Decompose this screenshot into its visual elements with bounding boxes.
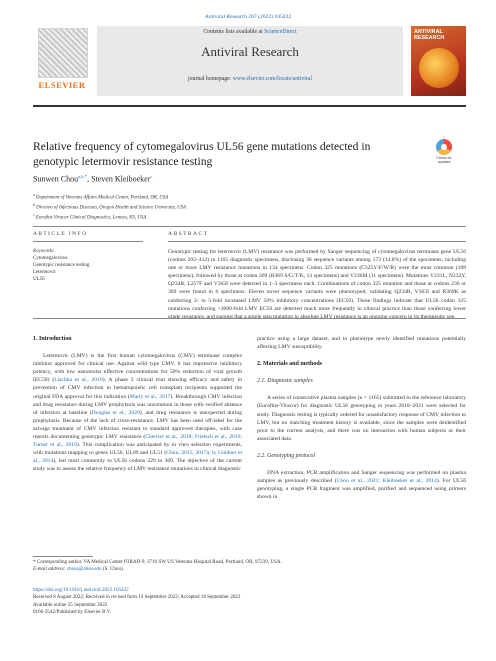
citation-link[interactable]: Chou, 2015, 2017a, b; Goldner et al., 2014 bbox=[33, 450, 242, 465]
check-for-updates-badge[interactable] bbox=[432, 139, 456, 163]
running-head: Antiviral Research 207 (2022) 105422 bbox=[204, 14, 292, 20]
footnote bbox=[33, 559, 463, 574]
homepage-line: journal homepage: www.elsevier.com/locate/antiviral bbox=[188, 76, 312, 82]
keywords-heading: Keywords: bbox=[33, 249, 55, 254]
elsevier-logo[interactable] bbox=[33, 26, 91, 96]
issn-line: 0166-3542/Published by Elsevier B.V. bbox=[33, 608, 112, 615]
article-metadata bbox=[33, 587, 463, 616]
methods-heading: 2. Materials and methods bbox=[257, 361, 322, 368]
citation-link[interactable]: Marty et al., 2017 bbox=[129, 393, 171, 400]
homepage-link[interactable]: www.elsevier.com/locate/antiviral bbox=[232, 76, 312, 82]
info-top-rule bbox=[33, 226, 466, 227]
left-column bbox=[33, 335, 242, 474]
elsevier-tree-icon bbox=[38, 28, 88, 78]
masthead-rule bbox=[33, 105, 466, 107]
contents-line: Contents lists available at ScienceDirect bbox=[203, 29, 297, 35]
cover-title: ANTIVIRAL RESEARCH bbox=[414, 29, 445, 41]
keyword: UL56 bbox=[33, 277, 45, 282]
journal-banner bbox=[97, 26, 403, 96]
citation-link[interactable]: Cherrier et al., 2018; Frietsch et al., 2019; Turner et al., 2019 bbox=[33, 434, 243, 449]
citation-link[interactable]: Chou et al., 2021; Kleiboeker et al., 2014 bbox=[336, 478, 437, 485]
article-title: Relative frequency of cytomegalovirus UL56 gene mutations detected in genotypic letermovir resistance testing bbox=[33, 140, 371, 168]
corresponding-author: * Corresponding author. VA Medical Center P3RAD-9, 3710 SW US Veterans Hospital Road, Portland, OR, 97239, USA. bbox=[33, 559, 282, 565]
affiliation: $^c$ Eurofins Viracor Clinical Diagnostics, Lenexa, KS, USA bbox=[33, 213, 147, 222]
genotyping-protocol-paragraph: DNA extraction, PCR amplification and Sanger sequencing was performed on plasma samples as previously described (Chou et al., 2021; Kleiboeker et al., 2014). For UL56 genotyping, a single PCR fragment was amplified, purified and sequenced using primers shown in bbox=[257, 470, 466, 501]
affiliation: $^a$ Department of Veterans Affairs Medical Center, Portland, OR, USA bbox=[33, 193, 169, 201]
genotyping-protocol-heading: 2.2. Genotyping protocol bbox=[257, 452, 316, 459]
keywords-block bbox=[33, 248, 143, 283]
elsevier-wordmark: ELSEVIER bbox=[38, 80, 86, 90]
keyword: Cytomegalovirus bbox=[33, 256, 68, 261]
citation-link[interactable]: Douglas et al., 2020 bbox=[91, 409, 140, 416]
journal-title: Antiviral Research bbox=[201, 44, 299, 59]
abstract-heading: ABSTRACT bbox=[168, 231, 209, 237]
keyword: Genotypic resistance testing bbox=[33, 263, 90, 268]
journal-masthead bbox=[33, 26, 466, 100]
introduction-heading: 1. Introduction bbox=[33, 336, 72, 342]
author-name[interactable]: Steven Kleiboeker bbox=[91, 174, 151, 184]
journal-cover[interactable] bbox=[411, 26, 466, 96]
email-line: E-mail address: chous@ohsu.edu (S. Chou). bbox=[33, 566, 124, 573]
doi-link[interactable]: https://doi.org/10.1016/j.antiviral.2022.105422 bbox=[33, 587, 129, 593]
citation-link[interactable]: Lischka et al., 2010 bbox=[54, 377, 103, 384]
online-date: Available online 25 September 2022 bbox=[33, 601, 108, 608]
diagnostic-samples-paragraph: A series of consecutive plasma samples (n = 1165) submitted to the reference laboratory (Eurofins-Viracor) for diagnostic UL56 genotyping in years 2018–2021 were selected for study. Diagnostic testing is typically ordered for unsatisfactory response of CMV infection to LMV, but no matching treatment history is available, since the samples were deidentified prior to the current analysis, and there was no interaction with human subjects or their associated data. bbox=[257, 395, 466, 442]
info-rule bbox=[33, 241, 143, 242]
author-name[interactable]: Sunwen Chou bbox=[33, 174, 79, 184]
received-dates: Received 8 August 2022; Received in revised form 13 September 2022; Accepted 18 September 2022 bbox=[33, 594, 241, 601]
abstract-rule bbox=[168, 241, 466, 242]
author-affil-marker[interactable]: a,b,* bbox=[78, 174, 88, 179]
abstract-bottom-rule bbox=[33, 318, 466, 319]
affiliations bbox=[33, 192, 463, 223]
article-info-heading: ARTICLE INFO bbox=[33, 231, 88, 237]
author-list: Sunwen Chou$^{a,b,*}$, Steven Kleiboeker$^c$ bbox=[33, 174, 153, 184]
footnote-rule bbox=[33, 556, 93, 557]
check-updates-icon-center bbox=[441, 144, 447, 150]
methods-continuation: practice using a large dataset, and to phenotype newly identified mutations potentially affecting LMV susceptibility. bbox=[257, 336, 466, 351]
email-link[interactable]: chous@ohsu.edu bbox=[66, 566, 102, 573]
abstract-text: Genotypic testing for letermovir (LMV) resistance was performed by Sanger sequencing of cytomegalovirus terminase gene UL56 (codons 202–412) in 1165 diagnostic specimens, disclosing 36 sequence variants among 173 (14.8%) of the specimens, including one or more LMV resistance mutations in 134 specimens. Codon 325 mutations (C325Y/F/W/R) were the most common (108 specimens), followed by those at codon 369 (R369 S/G/T/K, 13 specimens) and V236M (11 specimens). Mutations V231L, N232Y, Q234R, L257F and V363I were detected in 1–3 specimens each. Combinations of codon 325 mutation and those at codons 236 or 369 were found in 6 specimens. Eleven novel sequence variants were phenotyped, validating Q234R, V363I and R369K as conferring 2- to 5-fold increased LMV 50% inhibitory concentrations (EC50). These findings indicate that UL56 codon 325 mutations conferring >3000-fold LMV EC50 are detected much more frequently in clinical practice than those conferring lower grade resistance, and suggest that a single step mutation to absolute LMV resistance is an ongoing concern in its therapeutic use. bbox=[168, 249, 466, 320]
diagnostic-samples-heading: 2.1. Diagnostic samples bbox=[257, 378, 313, 385]
keyword: Letermovir bbox=[33, 270, 56, 275]
sciencedirect-link[interactable]: ScienceDirect bbox=[264, 29, 297, 35]
cover-virus-image bbox=[419, 48, 459, 88]
author-affil-marker[interactable]: c bbox=[150, 174, 153, 179]
affiliation: $^b$ Division of Infectious Diseases, Oregon Health and Science University, USA bbox=[33, 203, 187, 211]
check-updates-label: Check for updates bbox=[436, 156, 452, 164]
introduction-paragraph: Letermovir (LMV) is the first human cytomegalovirus (CMV) terminase complex inhibitor approved for clinical use. Against wild type CMV, it has impressive inhibitory potency, with low nanomolar effective concentrations for 50% reduction of viral growth (EC50) (Lischka et al., 2010). A phase 3 clinical trial showing efficacy and safety in prevention of CMV infection in hematopoietic cell transplant recipients supported the original FDA approval for this indication (Marty et al., 2017). Breakthrough CMV infection and drug resistance during LMV prophylaxis was uncommon in those with verified absence of infection at baseline (Douglas et al., 2020), and drug resistance is unexpected during prophylaxis. Because of the lack of cross-resistance, LMV has been used off-label for the salvage treatment of CMV infection resistant to standard approved therapies, with case reports documenting genotypic LMV resistance (Cherrier et al., 2018; Frietsch et al., 2019; Turner et al., 2019). This complication was anticipated by in vitro selection experiments, with mutations mapping to genes UL56, UL89 and UL51 (Chou, 2015, 2017a, b; Goldner et al., 2014), but most commonly to UL56 codons 229 to 369. The objective of the current study was to assess the relative frequency of LMV resistance mutations in clinical diagnostic bbox=[33, 353, 243, 473]
right-column bbox=[257, 335, 466, 501]
